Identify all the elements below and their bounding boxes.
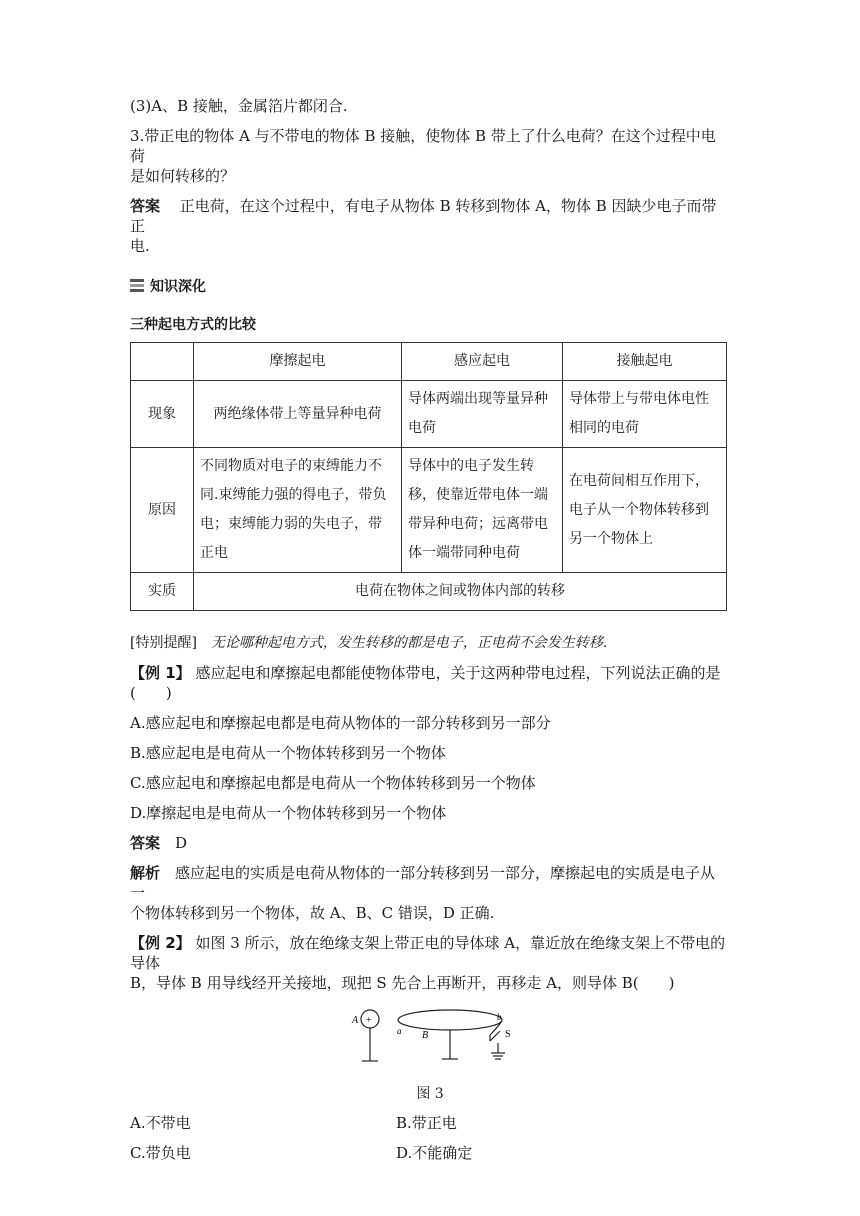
table-row [131, 448, 727, 573]
label-b-end: b [497, 1012, 502, 1022]
q3-line1: 3.带正电的物体 A 与不带电的物体 B 接触，使物体 B 带上了什么电荷？在这个过程中电荷 [130, 127, 716, 165]
header-cell-empty [131, 343, 194, 381]
answer-label: 答案 [130, 197, 161, 215]
table-cell: 在电荷间相互作用下，电子从一个物体转移到另一个物体上 [563, 448, 727, 573]
row-label: 实质 [131, 573, 194, 611]
comparison-table [130, 342, 727, 611]
ex1-option: D.摩擦起电是电荷从一个物体转移到另一个物体 [130, 804, 447, 822]
q3-line2: 是如何转移的？ [130, 167, 236, 185]
ex1-analysis [130, 863, 730, 923]
example-2-label: 【例 2】 [130, 934, 191, 952]
ex2-option: C.带负电 [130, 1144, 191, 1162]
table-row [131, 573, 727, 611]
analysis-label: 解析 [130, 864, 161, 882]
ex1-stem-line2: ( ) [130, 684, 172, 702]
label-plus: + [366, 1015, 372, 1026]
answer-line1: 正电荷，在这个过程中，有电子从物体 B 转移到物体 A，物体 B 因缺少电子而带正 [130, 197, 717, 235]
answer-line2: 电. [130, 237, 150, 255]
row-label: 原因 [131, 448, 194, 573]
circuit-diagram [130, 1003, 730, 1083]
section-header [130, 276, 730, 296]
label-a-sphere: A [352, 1015, 359, 1026]
switch-s [490, 1031, 500, 1041]
tip-text: 无论哪种起电方式，发生转移的都是电子，正电荷不会发生转移. [210, 635, 608, 651]
q2-part3: (3)A、B 接触，金属箔片都闭合. [130, 97, 348, 115]
table-title: 三种起电方式的比较 [130, 317, 256, 333]
tip-label: [特别提醒] [130, 635, 197, 651]
conductor-b [398, 1010, 502, 1030]
table-cell: 导体带上与带电体电性相同的电荷 [563, 381, 727, 448]
ex2-stem-line2: B，导体 B 用导线经开关接地，现把 S 先合上再断开，再移走 A，则导体 B( ) [130, 974, 675, 992]
ex1-option: B.感应起电是电荷从一个物体转移到另一个物体 [130, 744, 446, 762]
ex1-answer [130, 833, 730, 853]
example-1-stem [130, 663, 730, 703]
list-icon [130, 279, 144, 293]
answer-value: D [175, 834, 188, 852]
example-1-label: 【例 1】 [130, 664, 191, 682]
ex2-option: B.带正电 [396, 1114, 457, 1132]
header-cell-induction: 感应起电 [402, 343, 563, 381]
table-cell: 不同物质对电子的束缚能力不同.束缚能力强的得电子，带负电；束缚能力弱的失电子，带正电 [194, 448, 402, 573]
header-cell-contact: 接触起电 [563, 343, 727, 381]
ex2-stem-line1: 如图 3 所示，放在绝缘支架上带正电的导体球 A，靠近放在绝缘支架上不带电的导体 [130, 934, 726, 972]
analysis-line1: 感应起电的实质是电荷从物体的一部分转移到另一部分，摩擦起电的实质是电子从一 [130, 864, 716, 902]
label-s: S [505, 1029, 511, 1040]
section-label: 知识深化 [150, 279, 206, 295]
row-label: 现象 [131, 381, 194, 448]
table-cell: 导体中的电子发生转移，使靠近带电体一端带异种电荷；远离带电体一端带同种电荷 [402, 448, 563, 573]
table-cell: 电荷在物体之间或物体内部的转移 [194, 573, 727, 611]
ex2-option: A.不带电 [130, 1114, 191, 1132]
answer-label: 答案 [130, 834, 161, 852]
document-page [130, 96, 730, 1173]
table-header-row [131, 343, 727, 381]
ex1-stem-line1: 感应起电和摩擦起电都能使物体带电，关于这两种带电过程，下列说法正确的是 [195, 664, 721, 682]
special-tip [130, 633, 730, 653]
table-cell: 导体两端出现等量异种电荷 [402, 381, 563, 448]
analysis-line2: 个物体转移到另一个物体，故 A、B、C 错误，D 正确. [130, 904, 495, 922]
table-cell: 两绝缘体带上等量异种电荷 [194, 381, 402, 448]
answer-3 [130, 196, 730, 256]
label-b-conductor: B [422, 1030, 429, 1041]
figure-3 [130, 1003, 730, 1083]
ex1-option: C.感应起电和摩擦起电都是电荷从一个物体转移到另一个物体 [130, 774, 536, 792]
ex2-option: D.不能确定 [396, 1144, 473, 1162]
question-3 [130, 126, 730, 186]
figure-caption: 图 3 [416, 1086, 444, 1102]
ex1-option: A.感应起电和摩擦起电都是电荷从物体的一部分转移到另一部分 [130, 714, 551, 732]
example-2-stem [130, 933, 730, 993]
label-a-end: a [397, 1026, 402, 1036]
header-cell-friction: 摩擦起电 [194, 343, 402, 381]
ex2-options [130, 1113, 730, 1173]
table-row [131, 381, 727, 448]
